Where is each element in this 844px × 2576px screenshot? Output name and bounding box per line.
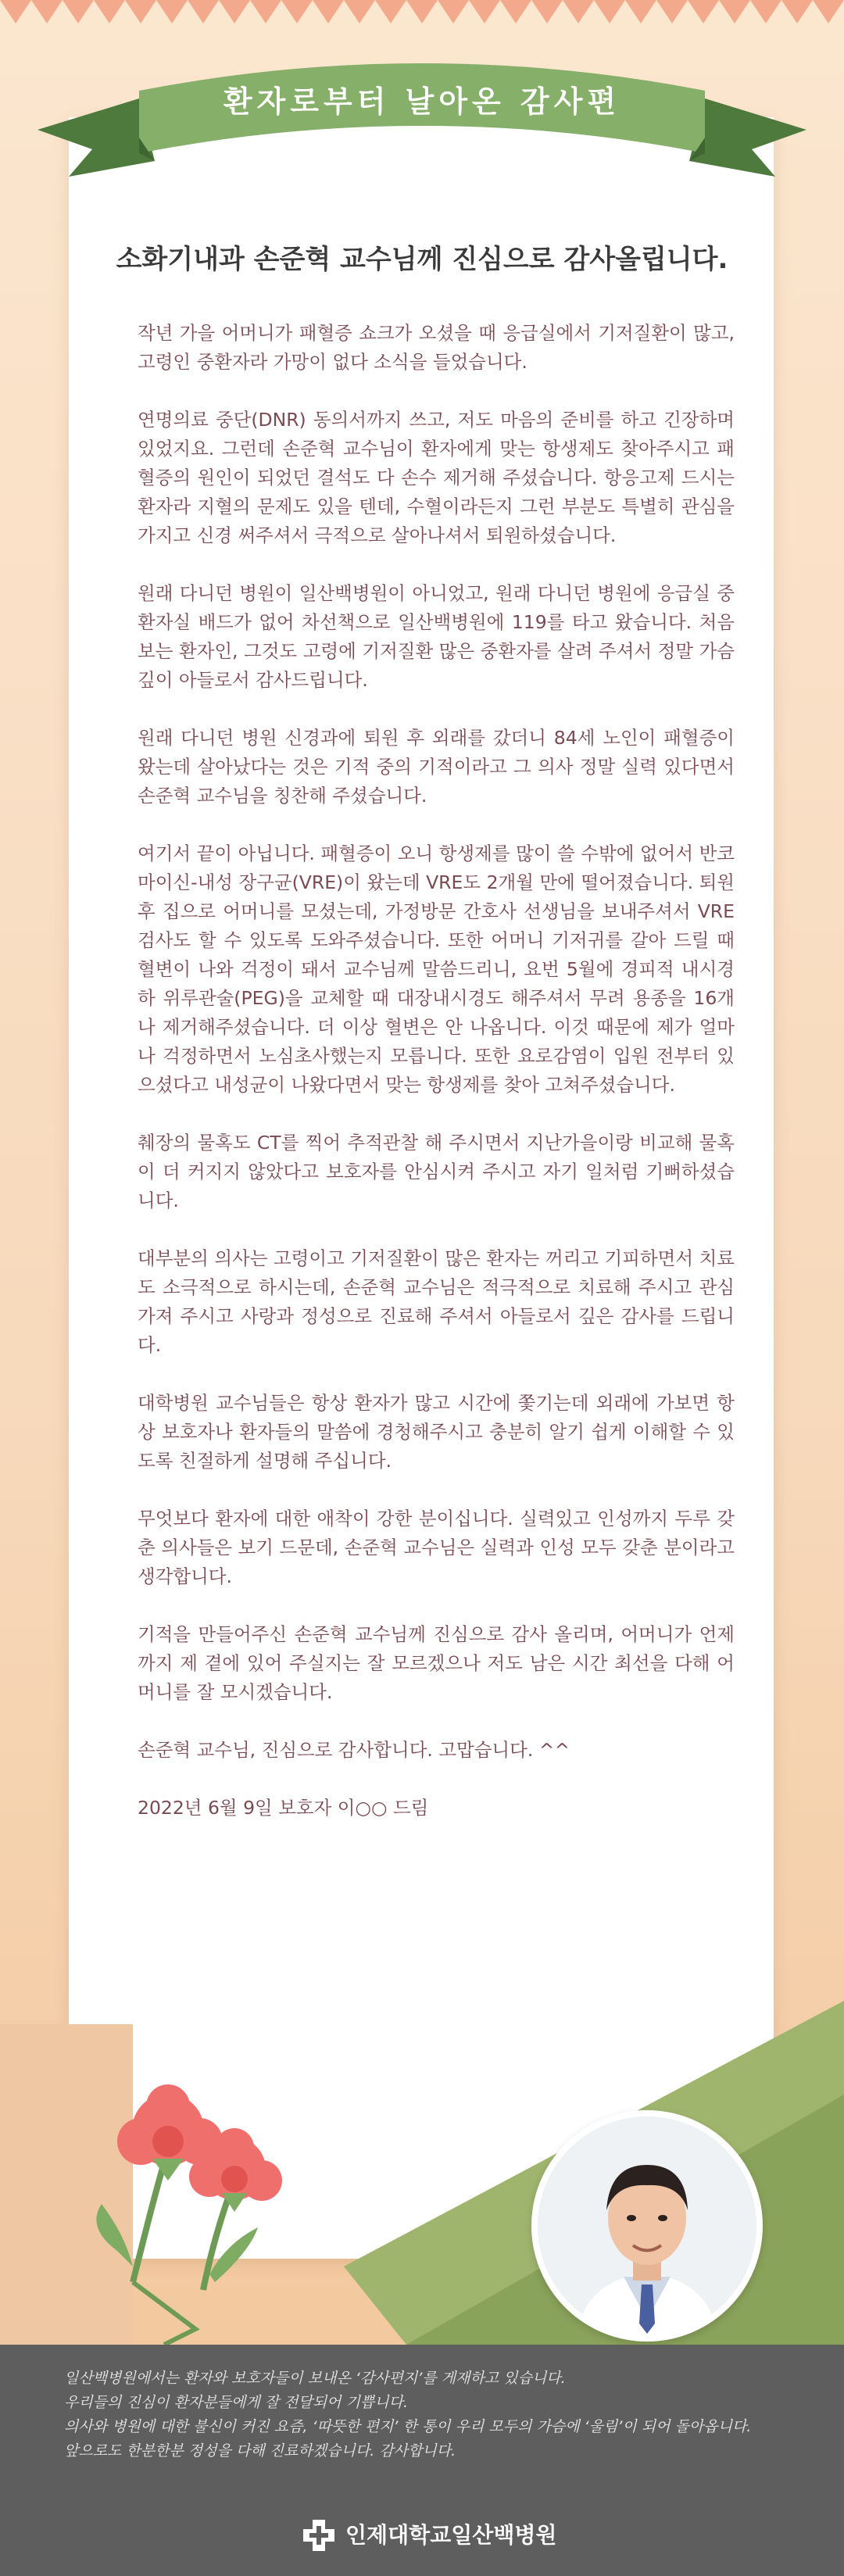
zigzag-triangle: [500, 0, 531, 23]
banner-title: 환자로부터 날아온 감사편지: [223, 84, 621, 166]
letter-paragraph: 작년 가을 어머니가 패혈증 쇼크가 오셨을 때 응급실에서 기저질환이 많고, 고령인 중환자라 가망이 없다 소식을 들었습니다.: [138, 322, 735, 373]
footer-note: 일산백병원에서는 환자와 보호자들이 보내온 ‘감사편지’를 게재하고 있습니다.: [64, 2370, 566, 2387]
zigzag-triangle: [125, 0, 156, 23]
zigzag-triangle: [281, 0, 313, 23]
zigzag-triangle: [625, 0, 656, 23]
zigzag-triangle: [406, 0, 438, 23]
zigzag-triangle: [375, 0, 406, 23]
zigzag-triangle: [813, 0, 844, 23]
letter-paragraph: 연명의료 중단(DNR) 동의서까지 쓰고, 저도 마음의 준비를 하고 긴장하며 있었지요. 그런데 손준혁 교수님이 환자에게 맞는 항생제도 찾아주시고 패혈증의 원인이 되었던 결석도 다 손수 제거해 주셨습니다. 항응고제 드시는 환자라 지혈의 문제도 있을 텐데, 수혈이라든지 그런 부분도 특별히 관심을 가지고 신경 써주셔서 극적으로 살아나셔서 퇴원하셨습니다.: [138, 409, 735, 546]
letter-paragraph: 원래 다니던 병원이 일산백병원이 아니었고, 원래 다니던 병원에 응급실 중환자실 배드가 없어 차선책으로 일산백병원에 119를 타고 왔습니다. 처음 보는 환자인, 그것도 고령에 기저질환 많은 중환자를 살려 주셔서 정말 가슴 깊이 아들로서 감사드립니다.: [138, 582, 735, 691]
letter-paragraph: 원래 다니던 병원 신경과에 퇴원 후 외래를 갔더니 84세 노인이 패혈증이 왔는데 살아났다는 것은 기적 중의 기적이라고 그 의사 정말 실력 있다면서 손준혁 교수님을 칭찬해 주셨습니다.: [138, 727, 735, 807]
zigzag-triangle: [156, 0, 188, 23]
zigzag-triangle: [469, 0, 500, 23]
zigzag-triangle: [63, 0, 94, 23]
zigzag-triangle: [531, 0, 563, 23]
letter-paragraph: 대부분의 의사는 고령이고 기저질환이 많은 환자는 꺼리고 기피하면서 치료도 소극적으로 하시는데, 손준혁 교수님은 적극적으로 치료해 주시고 관심 가져 주시고 사랑과 정성으로 진료해 주셔서 아들로서 깊은 감사를 드립니다.: [138, 1247, 735, 1356]
zigzag-triangle: [94, 0, 125, 23]
doctor-portrait-icon: [538, 2116, 756, 2335]
footer: [0, 2345, 844, 2576]
hospital-logo: [302, 2515, 557, 2554]
letter-paragraph: 여기서 끝이 아닙니다. 패혈증이 오니 항생제를 많이 쓸 수밖에 없어서 반코마이신-내성 장구균(VRE)이 왔는데 VRE도 2개월 만에 떨어졌습니다. 퇴원 후 집으로 어머니를 모셨는데, 가정방문 간호사 선생님을 보내주셔서 VRE 검사도 할 수 있도록 도와주셨습니다. 또한 어머니 기저귀를 갈아 드릴 때 혈변이 나와 걱정이 돼서 교수님께 말씀드리니, 요번 5월에 경피적 내시경하 위루관술(PEG)을 교체할 때 대장내시경도 해주셔서 무려 용종을 16개나 제거해주셨습니다. 더 이상 혈변은 안 나옵니다. 이것 때문에 제가 얼마나 걱정하면서 노심초사했는지 모릅니다. 또한 요로감염이 입원 전부터 있으셨다고 내성균이 나왔다면서 맞는 항생제를 찾아 고쳐주셨습니다.: [138, 843, 735, 1096]
footer-note: 우리들의 진심이 환자분들에게 잘 전달되어 기쁩니다.: [64, 2394, 409, 2411]
letter-body: [138, 319, 735, 1851]
zigzag-triangle: [656, 0, 688, 23]
zigzag-triangle: [594, 0, 625, 23]
zigzag-triangle: [31, 0, 63, 23]
zigzag-border: [0, 0, 844, 31]
letter-paragraph: 무엇보다 환자에 대한 애착이 강한 분이십니다. 실력있고 인성까지 두루 갖춘 의사들은 보기 드문데, 손준혁 교수님은 실력과 인성 모두 갖춘 분이라고 생각합니다.: [138, 1508, 735, 1587]
hospital-cross-icon: [302, 2518, 336, 2553]
letter-title: 소화기내과 손준혁 교수님께 진심으로 감사올립니다.: [116, 244, 728, 275]
zigzag-triangle: [219, 0, 250, 23]
zigzag-triangle: [750, 0, 781, 23]
letter-signature: 2022년 6월 9일 보호자 이○○ 드림: [138, 1797, 429, 1819]
zigzag-triangle: [313, 0, 344, 23]
letter-paragraph: 기적을 만들어주신 손준혁 교수님께 진심으로 감사 올리며, 어머니가 언제까지 제 곁에 있어 주실지는 잘 모르겠으나 저도 남은 시간 최선을 다해 어머니를 잘 모시겠습니다.: [138, 1623, 735, 1703]
footer-note: 앞으로도 한분한분 정성을 다해 진료하겠습니다. 감사합니다.: [64, 2442, 456, 2460]
zigzag-triangle: [688, 0, 719, 23]
zigzag-triangle: [344, 0, 375, 23]
zigzag-triangle: [0, 0, 31, 23]
footer-note: 의사와 병원에 대한 불신이 커진 요즘, ‘따뜻한 편지’ 한 통이 우리 모두의 가슴에 ‘울림’이 되어 돌아옵니다.: [64, 2418, 752, 2435]
zigzag-triangle: [438, 0, 469, 23]
doctor-photo: [531, 2110, 763, 2342]
letter-paragraph: 대학병원 교수님들은 항상 환자가 많고 시간에 쫓기는데 외래에 가보면 항상 보호자나 환자들의 말씀에 경청해주시고 충분히 알기 쉽게 이해할 수 있도록 친절하게 설명해 주십니다.: [138, 1392, 735, 1472]
letter-closing: 손준혁 교수님, 진심으로 감사합니다. 고맙습니다. ^^: [138, 1739, 570, 1761]
zigzag-triangle: [781, 0, 813, 23]
zigzag-triangle: [188, 0, 219, 23]
zigzag-triangle: [250, 0, 281, 23]
zigzag-triangle: [563, 0, 594, 23]
hospital-name: 인제대학교일산백병원: [345, 2522, 557, 2548]
footer-notes: [64, 2367, 799, 2463]
letter-paragraph: 췌장의 물혹도 CT를 찍어 추적관찰 해 주시면서 지난가을이랑 비교해 물혹이 더 커지지 않았다고 보호자를 안심시켜 주시고 자기 일처럼 기뻐하셨습니다.: [138, 1132, 735, 1211]
zigzag-triangle: [719, 0, 750, 23]
